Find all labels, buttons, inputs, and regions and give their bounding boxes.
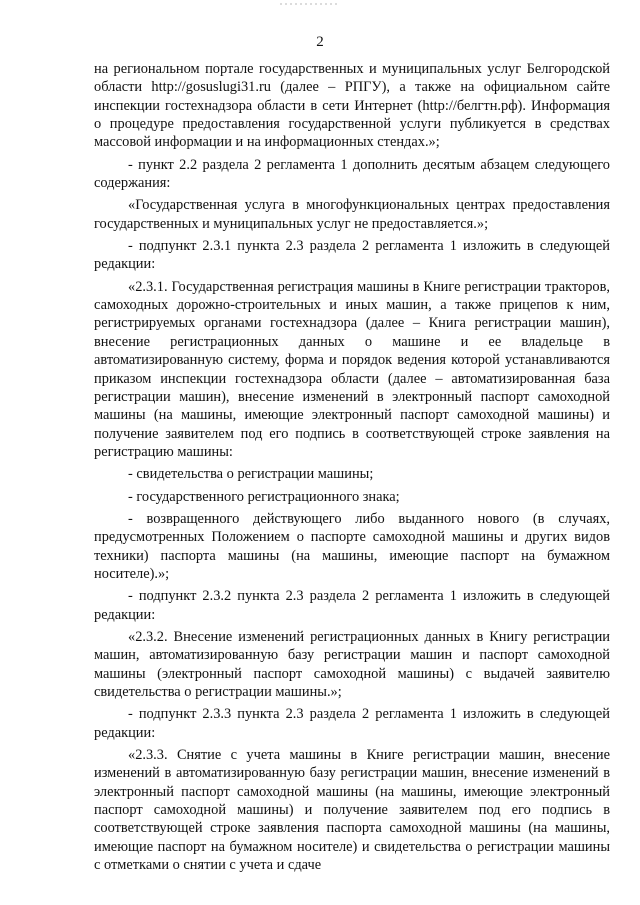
paragraph-amend-2-3-2: - подпункт 2.3.2 пункта 2.3 раздела 2 регламента 1 изложить в следующей редакции: <box>94 588 610 623</box>
scan-artifact <box>280 2 370 8</box>
paragraph-amend-2-3-3: - подпункт 2.3.3 пункта 2.3 раздела 2 регламента 1 изложить в следующей редакции: <box>94 706 610 741</box>
document-body <box>94 60 610 878</box>
paragraph-mfc-quote: «Государственная услуга в многофункциональных центрах предоставления государственных и муниципальных услуг не предоставляется.»; <box>94 197 610 232</box>
paragraph-amend-2-2: - пункт 2.2 раздела 2 регламента 1 дополнить десятым абзацем следующего содержания: <box>94 156 610 192</box>
paragraph-portal-info: на региональном портале государственных и муниципальных услуг Белгородской области http://gosuslugi31.ru (далее – РПГУ), а также на официальном сайте инспекции гостехнадзора области в сети Интернет (http://белгтн.рф). Информация о процедуре предоставления государственной услуги публикуется в средствах массовой информации и на информационных стендах.»; <box>94 61 610 151</box>
page-number: 2 <box>316 34 324 50</box>
paragraph-2-3-2-text: «2.3.2. Внесение изменений регистрационных данных в Книгу регистрации машин, автоматизированную базу регистрации машин и паспорт самоходной машины (электронный паспорт самоходной машины) с выдачей заявителю свидетельства о регистрации машины.»; <box>94 628 610 700</box>
paragraph-amend-2-3-1: - подпункт 2.3.1 пункта 2.3 раздела 2 регламента 1 изложить в следующей редакции: <box>94 238 610 273</box>
paragraph-2-3-1-text: «2.3.1. Государственная регистрация машины в Книге регистрации тракторов, самоходных дорожно-строительных и иных машин, а также прицепов к ним, регистрируемых органами гостехнадзора (далее – Книга регистрации машин), внесение регистрационных данных о машине и ее владельце в автоматизированную систему, форма и порядок ведения которой устанавливаются приказом инспекции гостехнадзора области (далее – автоматизированная база регистрации машин), внесение изменений в электронный паспорт самоходной машины (на машины, имеющие электронный паспорт самоходной машины) и получение заявителем под его подпись в соответствующей строке заявления на регистрацию машины: <box>94 278 610 460</box>
list-item-plate: - государственного регистрационного знака; <box>128 488 400 505</box>
paragraph-2-3-3-text: «2.3.3. Снятие с учета машины в Книге регистрации машин, внесение изменений в автоматизированную базу регистрации машин, внесение изменений в электронный паспорт самоходной машины (на машины, имеющие электронный паспорт самоходной машины) и получение заявителем под его подпись в соответствующей строке заявления паспорта самоходной машины (на машины, имеющие паспорт на бумажном носителе) и свидетельства о регистрации машины с отметками о снятии с учета и сдаче <box>94 747 610 874</box>
list-item-passport: - возвращенного действующего либо выданного нового (в случаях, предусмотренных Положением о паспорте самоходной машины и других видов техники) паспорта машины (на машины, имеющие паспорт на бумажном носителе).»; <box>94 510 610 582</box>
list-item-certificate: - свидетельства о регистрации машины; <box>128 466 374 483</box>
